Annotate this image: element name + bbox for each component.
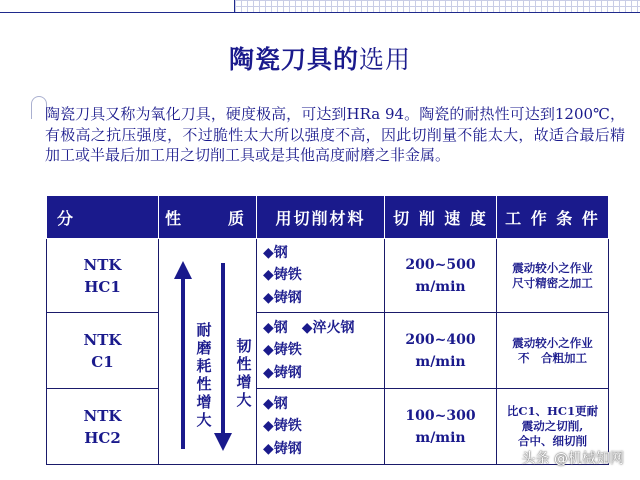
table-row <box>47 313 609 389</box>
table-row <box>47 239 609 313</box>
materials-cell: ◆钢 ◆铸铁 ◆铸钢 <box>257 389 385 465</box>
grid-divider <box>234 0 235 12</box>
wear-resistance-label: 耐 磨 耗 性 增 大 <box>196 321 212 429</box>
watermark: 头条 @机械知网 <box>521 451 624 467</box>
property-cell <box>159 239 257 465</box>
header-materials: 用切削材料 <box>257 196 385 239</box>
header-category: 分 <box>47 196 159 239</box>
conditions-cell: 比C1、HC1更耐 震动之切削, 合中、细切削 <box>497 389 609 465</box>
speed-cell: 100~300 m/min <box>385 389 497 465</box>
header-property: 性 质 <box>159 196 257 239</box>
materials-cell: ◆钢 ◆铸铁 ◆铸钢 <box>257 239 385 313</box>
grid-background <box>235 0 640 12</box>
table-header-row <box>47 196 609 239</box>
speed-cell: 200~500 m/min <box>385 239 497 313</box>
speed-cell: 200~400 m/min <box>385 313 497 389</box>
conditions-cell: 震动较小之作业 尺寸精密之加工 <box>497 239 609 313</box>
header-conditions: 工 作 条 件 <box>497 196 609 239</box>
tool-selection-table <box>46 195 609 465</box>
materials-cell: ◆钢 ◆淬火钢 ◆铸铁 ◆铸钢 <box>257 313 385 389</box>
model-cell: NTK HC1 <box>47 239 159 313</box>
model-cell: NTK C1 <box>47 313 159 389</box>
conditions-cell: 震动较小之作业 不 合粗加工 <box>497 313 609 389</box>
model-cell: NTK HC2 <box>47 389 159 465</box>
page-title: 陶瓷刀具的选用 <box>228 45 412 74</box>
intro-paragraph: 陶瓷刀具又称为氧化刀具，硬度极高，可达到HRa 94。陶瓷的耐热性可达到1200℃，有极高之抗压强度，不过脆性太大所以强度不高，因此切削量不能太大，故适合最后精加工或半最后加工用之切削工具或是其他高度耐磨之非金属。 <box>45 105 625 164</box>
header-speed: 切 削 速 度 <box>385 196 497 239</box>
top-rule <box>0 12 640 13</box>
toughness-label: 韧 性 增 大 <box>236 337 252 409</box>
